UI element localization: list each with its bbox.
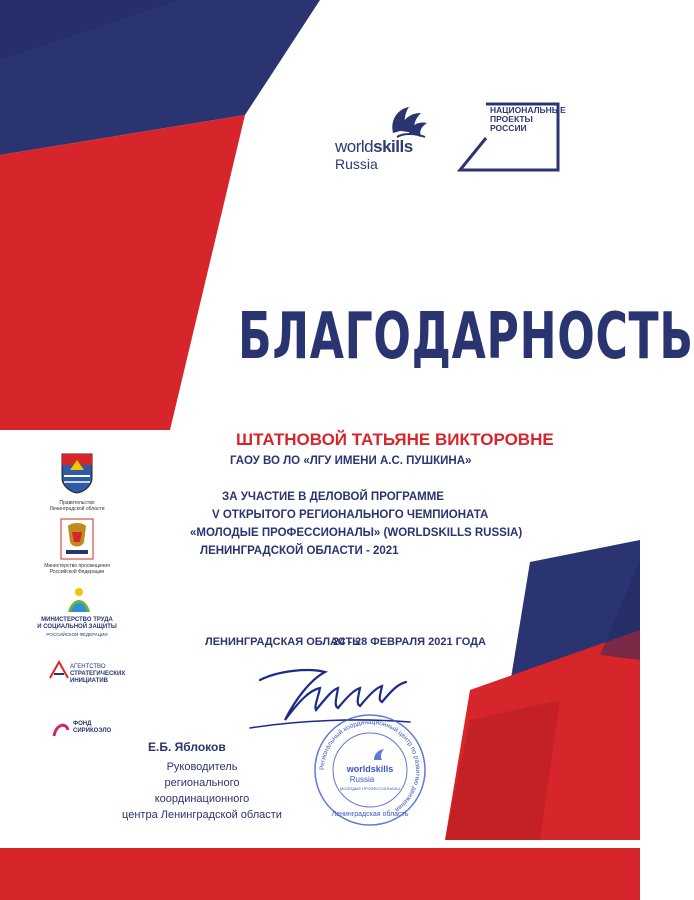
stamp-sub: МОЛОДЫЕ ПРОФЕССИОНАЛЫ bbox=[340, 786, 400, 791]
body-line-4: ЛЕНИНГРАДСКОЙ ОБЛАСТИ - 2021 bbox=[200, 545, 399, 557]
certificate-title: БЛАГОДАРНОСТЬ bbox=[238, 300, 694, 374]
title-wrap bbox=[238, 300, 694, 380]
worldskills-logo bbox=[335, 103, 435, 175]
asi-caption: АГЕНТСТВО СТРАТЕГИЧЕСКИХ ИНИЦИАТИВ bbox=[70, 664, 126, 684]
body-line-2: V ОТКРЫТОГО РЕГИОНАЛЬНОГО ЧЕМПИОНАТА bbox=[212, 509, 489, 521]
signer-role: Руководитель регионального координационного центра Ленинградской области bbox=[122, 761, 282, 821]
stamp-brand: worldskills bbox=[346, 764, 394, 774]
worldskills-country: Russia bbox=[335, 156, 378, 172]
leningrad-region-coat-of-arms-icon bbox=[60, 452, 94, 494]
stamp-outer-text: Региональный координационный центр по развитию движения bbox=[318, 718, 422, 814]
stamp-bottom-text: Ленинградская область bbox=[331, 811, 409, 818]
stamp-country: Russia bbox=[349, 775, 375, 784]
ministry-caption: Министерство просвещения Российской Федерации bbox=[44, 563, 110, 575]
fund-logo-icon bbox=[52, 720, 70, 738]
ministry-emblem-icon bbox=[60, 518, 94, 560]
fund-caption: ФОНД СИРИКОЭЛО bbox=[73, 721, 112, 734]
recipient-organization: ГАОУ ВО ЛО «ЛГУ ИМЕНИ А.С. ПУШКИНА» bbox=[230, 455, 472, 467]
worldskills-wordmark: worldskills bbox=[335, 137, 413, 156]
asi-logo-icon bbox=[48, 660, 70, 682]
gov-caption: Правительство Ленинградской области bbox=[49, 500, 105, 512]
national-projects-text: НАЦИОНАЛЬНЫЕ ПРОЕКТЫ РОССИИ bbox=[490, 105, 566, 133]
labor-ministry-logo-icon bbox=[66, 586, 92, 614]
signer-name: Е.Б. Яблоков bbox=[148, 740, 226, 754]
event-place: ЛЕНИНГРАДСКАЯ ОБЛАСТЬ bbox=[205, 636, 361, 648]
event-date: 24 - 28 ФЕВРАЛЯ 2021 ГОДА bbox=[333, 636, 486, 648]
body-line-1: ЗА УЧАСТИЕ В ДЕЛОВОЙ ПРОГРАММЕ bbox=[222, 491, 444, 503]
recipient-name: ШТАТНОВОЙ ТАТЬЯНЕ ВИКТОРОВНЕ bbox=[236, 430, 554, 449]
national-projects-logo bbox=[458, 104, 568, 174]
official-stamp bbox=[312, 712, 428, 828]
labor-caption: МИНИСТЕРСТВО ТРУДА И СОЦИАЛЬНОЙ ЗАЩИТЫ РОССИЙСКОЙ ФЕДЕРАЦИИ bbox=[37, 617, 117, 637]
body-line-3: «МОЛОДЫЕ ПРОФЕССИОНАЛЫ» (WORLDSKILLS RUSSIA) bbox=[190, 527, 523, 539]
